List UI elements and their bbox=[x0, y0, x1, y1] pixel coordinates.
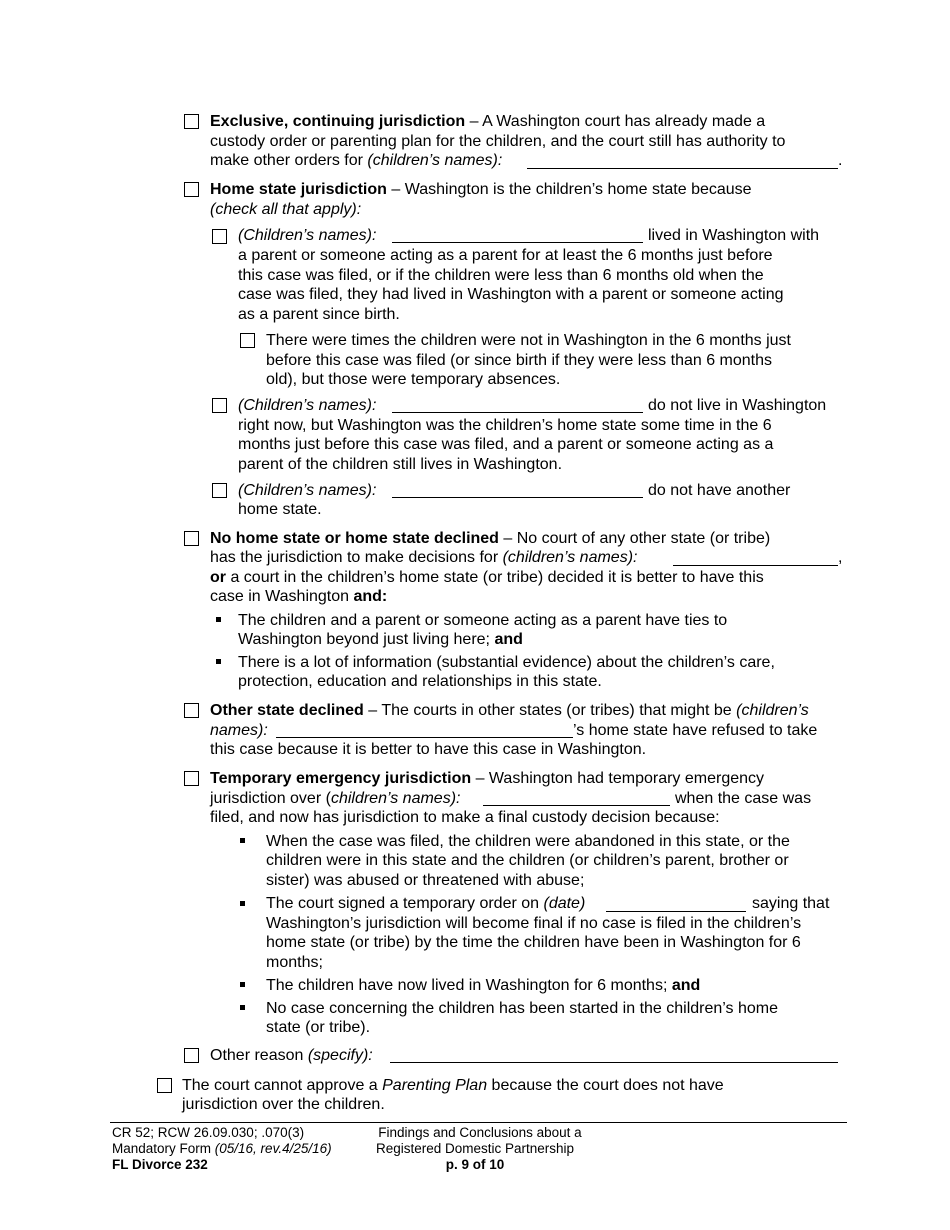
text: The court signed a temporary order on bbox=[266, 895, 544, 912]
text: The children have now lived in Washington for 6 months; bbox=[266, 977, 672, 994]
text: do not live in Washington bbox=[648, 397, 827, 414]
footer-mandatory-form bbox=[112, 1141, 332, 1158]
bullet bbox=[240, 982, 245, 987]
other-state-title: Other state declined bbox=[210, 702, 364, 719]
cannot-approve-line1 bbox=[182, 1076, 724, 1096]
text-line: filed, and now has jurisdiction to make a final custody decision because: bbox=[210, 809, 720, 826]
text: and bbox=[671, 977, 701, 994]
bullet bbox=[240, 1005, 245, 1010]
other-state-names-field[interactable] bbox=[276, 723, 573, 738]
text: (Children’s names): bbox=[238, 397, 377, 414]
text: (check all that apply): bbox=[210, 201, 362, 218]
text-line: The children and a parent or someone acting as a parent have ties to bbox=[238, 612, 728, 629]
text-line: custody order or parenting plan for the children, and the court still has authority to bbox=[210, 133, 786, 150]
text-line: There were times the children were not in Washington in the 6 months just bbox=[266, 332, 791, 349]
no-home-state-checkbox[interactable] bbox=[184, 531, 199, 546]
footer-title-line2: Registered Domestic Partnership bbox=[375, 1141, 575, 1156]
text-line: home state. bbox=[238, 501, 322, 518]
text: a court in the children’s home state (or tribe) decided it is better to have this bbox=[226, 569, 764, 586]
names-label: children’s names): bbox=[330, 790, 461, 807]
text-line: protection, education and relationships in this state. bbox=[238, 673, 602, 690]
temporary-line2 bbox=[210, 789, 460, 809]
text-line: home state (or tribe) by the time the children have been in Washington for 6 bbox=[266, 934, 801, 951]
no-home-state-line3 bbox=[210, 568, 764, 588]
home-state-option1-checkbox[interactable] bbox=[212, 229, 227, 244]
footer-divider bbox=[110, 1122, 847, 1123]
bullet bbox=[240, 838, 245, 843]
home-state-option2-names-field[interactable] bbox=[392, 398, 643, 413]
home-state-option2-checkbox[interactable] bbox=[212, 398, 227, 413]
text: (05/16, rev.4/25/16) bbox=[214, 1141, 332, 1156]
text: (Children’s names): bbox=[238, 227, 377, 244]
no-home-state-title: No home state or home state declined bbox=[210, 530, 499, 547]
text-line: jurisdiction over the children. bbox=[182, 1096, 385, 1113]
no-home-state-names-field[interactable] bbox=[673, 551, 838, 566]
text: – A Washington court has already made a bbox=[465, 113, 766, 130]
home-state-option3-names-field[interactable] bbox=[392, 483, 643, 498]
names-label bbox=[210, 721, 268, 741]
text: make other orders for bbox=[210, 152, 368, 169]
other-state-line1 bbox=[210, 701, 809, 721]
text: , bbox=[838, 549, 843, 566]
other-state-declined-checkbox[interactable] bbox=[184, 703, 199, 718]
text-line: state (or tribe). bbox=[266, 1019, 371, 1036]
temporary-order-date-field[interactable] bbox=[606, 897, 746, 912]
names-label bbox=[238, 481, 376, 501]
text-line: There is a lot of information (substantial evidence) about the children’s care, bbox=[238, 654, 775, 671]
temporary-emergency-checkbox[interactable] bbox=[184, 771, 199, 786]
temporary-bullet2-line1 bbox=[266, 894, 585, 914]
footer-page-number: p. 9 of 10 bbox=[445, 1157, 505, 1172]
bullet bbox=[216, 617, 221, 622]
text: and bbox=[494, 631, 523, 648]
text: lived in Washington with bbox=[648, 227, 820, 244]
names-label bbox=[238, 396, 376, 416]
text: has the jurisdiction to make decisions for bbox=[210, 549, 503, 566]
text: because the court does not have bbox=[487, 1077, 724, 1094]
no-home-state-line1 bbox=[210, 529, 770, 549]
text: jurisdiction over ( bbox=[210, 790, 331, 807]
text: – The courts in other states (or tribes) that might be bbox=[363, 702, 737, 719]
exclusive-jurisdiction-title: Exclusive, continuing jurisdiction bbox=[210, 113, 466, 130]
text: saying that bbox=[752, 895, 830, 912]
text-line: this case was filed, or if the children were less than 6 months old when the bbox=[238, 267, 764, 284]
exclusive-jurisdiction-checkbox[interactable] bbox=[184, 114, 199, 129]
text-line: No case concerning the children has been started in the children’s home bbox=[266, 1000, 779, 1017]
text: Parenting Plan bbox=[382, 1077, 488, 1094]
text: or bbox=[210, 569, 226, 586]
exclusive-jurisdiction-line3 bbox=[210, 151, 502, 171]
exclusive-jurisdiction-line1 bbox=[210, 112, 765, 132]
text: – No court of any other state (or tribe) bbox=[498, 530, 771, 547]
exclusive-children-names-field[interactable] bbox=[527, 154, 838, 169]
date-label: (date) bbox=[543, 895, 586, 912]
text-line: right now, but Washington was the children’s home state some time in the 6 bbox=[238, 417, 772, 434]
text: – Washington had temporary emergency bbox=[471, 770, 765, 787]
text: The court cannot approve a bbox=[182, 1077, 383, 1094]
text: – Washington is the children’s home state because bbox=[386, 181, 752, 198]
text-line: case was filed, they had lived in Washington with a parent or someone acting bbox=[238, 286, 784, 303]
text: (specify): bbox=[307, 1047, 373, 1064]
other-reason-label bbox=[210, 1046, 373, 1066]
home-state-checkbox[interactable] bbox=[184, 182, 199, 197]
footer-form-id: FL Divorce 232 bbox=[112, 1157, 208, 1172]
temporary-absences-checkbox[interactable] bbox=[240, 333, 255, 348]
text-line: Washington’s jurisdiction will become final if no case is filed in the children’s bbox=[266, 915, 802, 932]
text-line: parent of the children still lives in Washington. bbox=[238, 456, 563, 473]
text: (Children’s names): bbox=[238, 482, 377, 499]
text: names): bbox=[210, 722, 268, 739]
text: do not have another bbox=[648, 482, 791, 499]
text-line: old), but those were temporary absences. bbox=[266, 371, 561, 388]
footer-title-line1: Findings and Conclusions about a bbox=[378, 1125, 582, 1140]
text-line: children were in this state and the children (or children’s parent, brother or bbox=[266, 852, 789, 869]
bullet bbox=[216, 659, 221, 664]
names-label: (children’s names): bbox=[502, 549, 638, 566]
text-line: When the case was filed, the children were abandoned in this state, or the bbox=[266, 833, 790, 850]
text-line: a parent or someone acting as a parent for at least the 6 months just before bbox=[238, 247, 773, 264]
temporary-emergency-title: Temporary emergency jurisdiction bbox=[210, 770, 472, 787]
check-all-label bbox=[210, 200, 361, 220]
home-state-line1 bbox=[210, 180, 752, 200]
text-line: months just before this case was filed, and a parent or someone acting as a bbox=[238, 436, 774, 453]
no-home-state-line2 bbox=[210, 548, 637, 568]
text-line: this case because it is better to have this case in Washington. bbox=[210, 741, 647, 758]
text: case in Washington bbox=[210, 588, 354, 605]
temporary-names-field[interactable] bbox=[483, 791, 670, 806]
text: (children’s bbox=[736, 702, 809, 719]
other-reason-checkbox[interactable] bbox=[184, 1048, 199, 1063]
home-state-option1-names-field[interactable] bbox=[392, 228, 643, 243]
home-state-title: Home state jurisdiction bbox=[210, 181, 387, 198]
bullet-line bbox=[238, 630, 523, 650]
no-home-state-line4 bbox=[210, 587, 387, 607]
text: when the case was bbox=[675, 790, 812, 807]
text: Washington beyond just living here; bbox=[238, 631, 495, 648]
text-line: months; bbox=[266, 954, 323, 971]
names-label bbox=[238, 226, 376, 246]
text: and: bbox=[353, 588, 388, 605]
text: . bbox=[838, 152, 843, 169]
cannot-approve-checkbox[interactable] bbox=[157, 1078, 172, 1093]
text: Mandatory Form bbox=[112, 1141, 215, 1156]
temporary-bullet3 bbox=[266, 976, 700, 996]
temporary-line1 bbox=[210, 769, 764, 789]
footer-rule-ref: CR 52; RCW 26.09.030; .070(3) bbox=[112, 1125, 305, 1140]
text-line: sister) was abused or threatened with abuse; bbox=[266, 872, 585, 889]
bullet bbox=[240, 901, 245, 906]
text: ’s home state have refused to take bbox=[573, 722, 818, 739]
names-label: (children’s names): bbox=[367, 152, 503, 169]
text: Other reason bbox=[210, 1047, 308, 1064]
text-line: before this case was filed (or since birth if they were less than 6 months bbox=[266, 352, 773, 369]
other-reason-field[interactable] bbox=[390, 1048, 838, 1063]
text-line: as a parent since birth. bbox=[238, 306, 400, 323]
home-state-option3-checkbox[interactable] bbox=[212, 483, 227, 498]
